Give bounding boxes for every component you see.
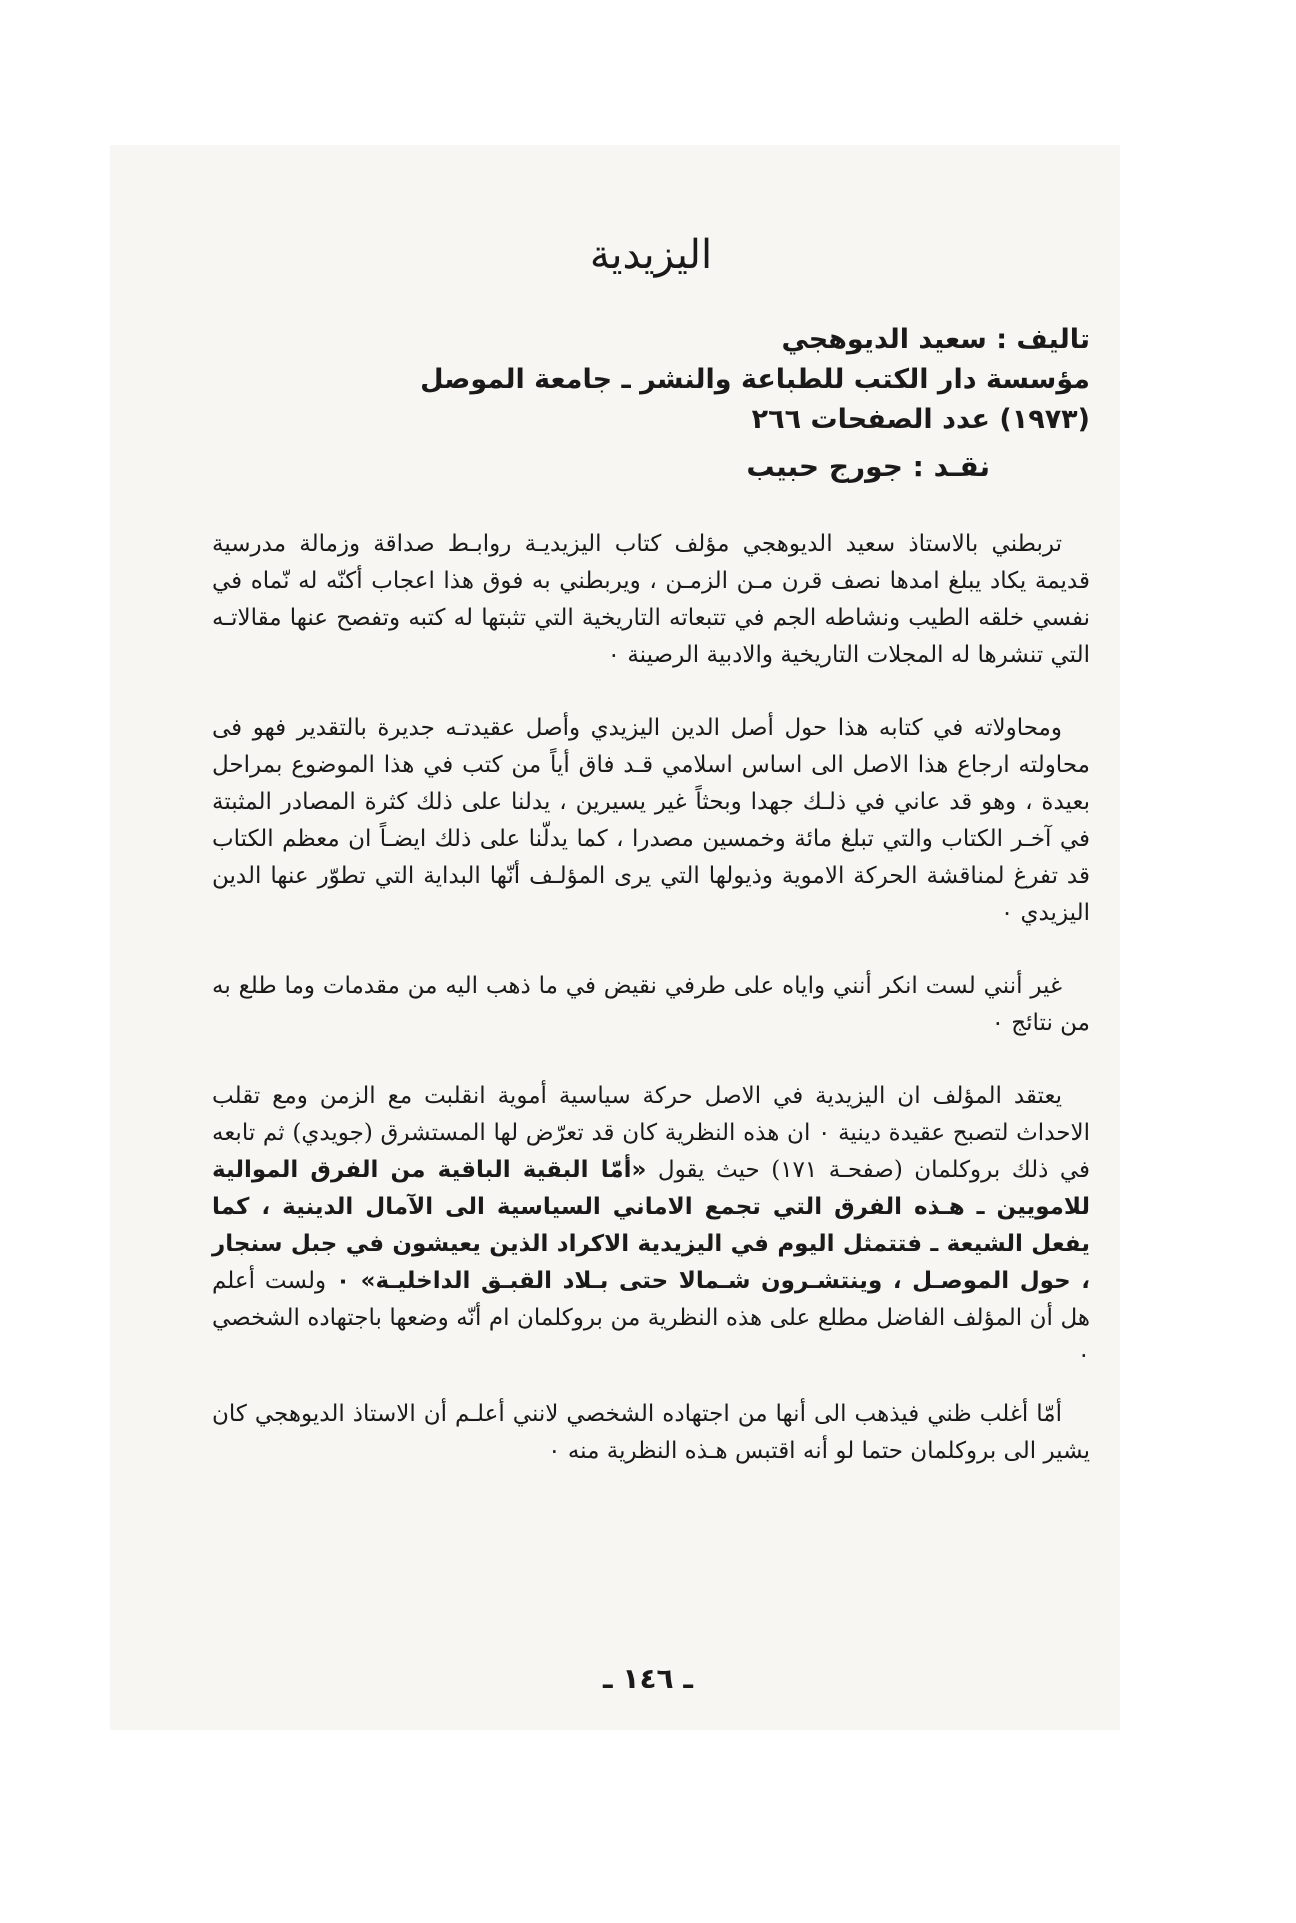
paragraph-3: غير أنني لست انكر أنني واياه على طرفي نقيض في ما ذهب اليه من مقدمات وما طلع به من نتائج ٠: [212, 973, 1090, 1036]
article-body: [212, 526, 1090, 1470]
publisher-line: مؤسسة دار الكتب للطباعة والنشر ـ جامعة الموصل: [420, 364, 1090, 395]
document-page: [212, 220, 1090, 1506]
page-number: ـ ١٤٦ ـ: [603, 1662, 693, 1695]
critic-line: نقـد : جورج حبيب: [746, 450, 990, 483]
paragraph-4-outro: ولست أعلم هل أن المؤلف الفاضل مطلع على هذه النظرية من بروكلمان ام أنّه وضعها باجتهاده الشخصي ٠: [212, 1268, 1090, 1368]
paragraph-4-intro: يعتقد المؤلف ان اليزيدية في الاصل حركة سياسية أموية انقلبت مع الزمن ومع تقلب الاحداث لتصبح عقيدة دينية ٠ ان هذه النظرية كان قد تعرّض لها المستشرق (جويدي) ثم تابعه في ذلك بروكلمان (صفحـة ١٧١) حيث يقول: [212, 1083, 1091, 1183]
bibliography-block: [212, 320, 1090, 440]
author-line: تاليف : سعيد الديوهجي: [781, 324, 1090, 355]
paragraph-2: ومحاولاته في كتابه هذا حول أصل الدين اليزيدي وأصل عقيدتـه جديرة بالتقدير فهو فى محاولته ارجاع هذا الاصل الى اساس اسلامي قـد فاق أياً من كتب في هذا الموضوع بمراحل بعيدة ، وهو قد عاني في ذلـك جهدا وبحثاً غير يسيرين ، يدلنا على ذلك كثرة المصادر المثبتة في آخـر الكتاب والتي تبلغ مائة وخمسين مصدرا ، كما يدلّنا على ذلك ايضـاً ان معظم الكتاب قد تفرغ لمناقشة الحركة الاموية وذيولها التي يرى المؤلـف أنّها البداية التي تطوّر عنها الدين اليزيدي ٠: [212, 715, 1090, 926]
paragraph-5: أمّا أغلب ظني فيذهب الى أنها من اجتهاده الشخصي لانني أعلـم أن الاستاذ الديوهجي كان يشير الى بروكلمان حتما لو أنه اقتبس هـذه النظرية منه ٠: [212, 1401, 1090, 1464]
brockelmann-quote: «أمّا البقية الباقية من الفرق الموالية للامويين ـ هـذه الفرق التي تجمع الاماني السياسية الى الآمال الدينية ، كما يفعل الشيعة ـ فتتمثل اليوم في اليزيدية الاكراد الذين يعيشون في جبل سنجار ، حول الموصـل ، وينتشـرون شـمالا حتى بـلاد القبـق الداخليـة» ٠: [212, 1157, 1090, 1294]
paragraph-4: [212, 1078, 1090, 1374]
paragraph-1: تربطني بالاستاذ سعيد الديوهجي مؤلف كتاب اليزيديـة روابـط صداقة وزمالة مدرسية قديمة يكاد يبلغ امدها نصف قرن مـن الزمـن ، ويربطني به فوق هذا اعجاب أكنّه له نّماه في نفسي خلقه الطيب ونشاطه الجم في تتبعاته التاريخية التي تثبتها له كتبه وتفصح عنها مقالاتـه التي تنشرها له المجلات التاريخية والادبية الرصينة ٠: [212, 531, 1090, 668]
year-pages-line: (١٩٧٣) عدد الصفحات ٢٦٦: [751, 404, 1090, 435]
article-title: اليزيدية: [589, 232, 713, 278]
